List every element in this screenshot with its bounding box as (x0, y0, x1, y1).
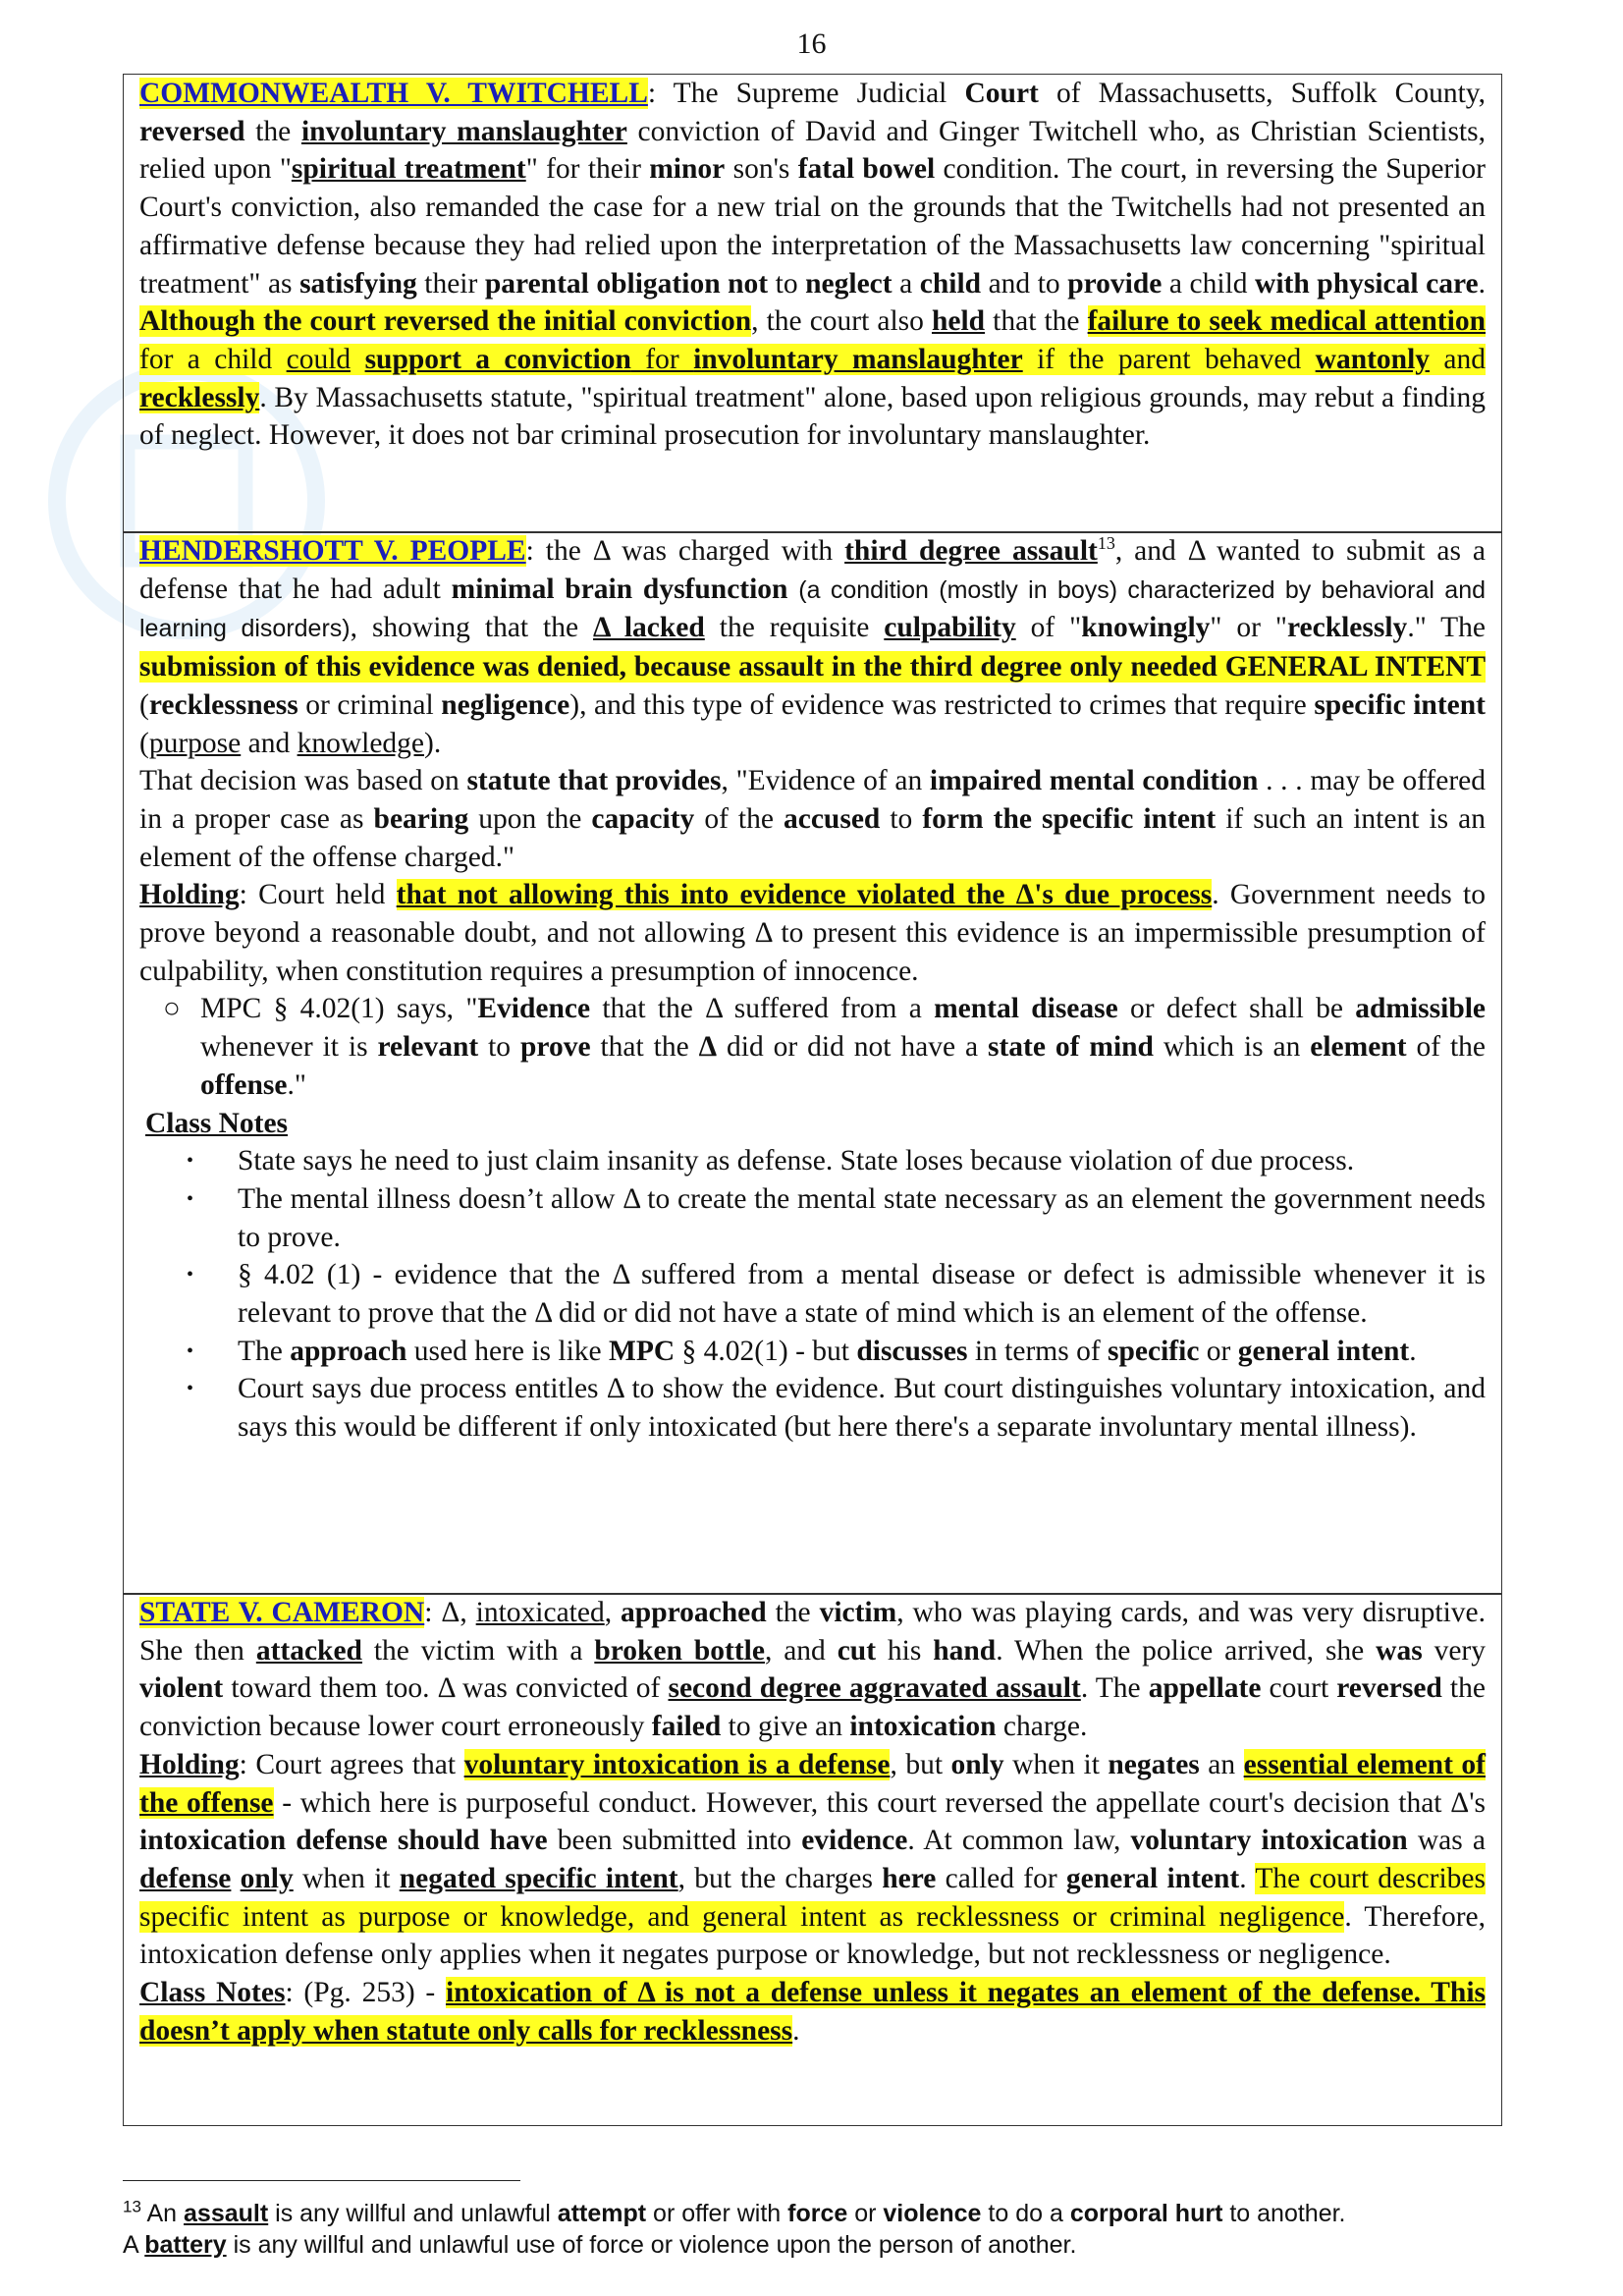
text: and to (981, 267, 1068, 300)
circle-bullet-icon: ○ (163, 993, 181, 1025)
list-item (187, 1370, 1486, 1446)
bullet-icon: • (187, 1339, 194, 1362)
text: if such an intent is an element of the offense charged." (139, 802, 1486, 873)
text: held (931, 305, 986, 338)
text: was a (1407, 1825, 1486, 1857)
text: called for (936, 1862, 1066, 1894)
text: battery (144, 2231, 227, 2259)
class-notes-list (139, 1142, 1486, 1447)
text: was (1376, 1634, 1423, 1667)
highlight: wantonly (1315, 343, 1431, 375)
list-item (187, 1142, 1486, 1180)
class-notes-heading (139, 1105, 1486, 1143)
text: recklessness (148, 688, 298, 721)
text: : Court agrees that (239, 1748, 464, 1780)
text: to (478, 1031, 520, 1064)
highlight: and (1430, 343, 1487, 375)
text: his (876, 1634, 934, 1667)
highlight: voluntary intoxication is a defense (463, 1748, 891, 1780)
text: intoxicated (475, 1597, 605, 1628)
page-number: 16 (796, 27, 827, 60)
text: the (766, 1597, 820, 1628)
text: appellate (1148, 1672, 1262, 1705)
bullet-icon: • (187, 1187, 194, 1210)
text: intoxication (849, 1711, 997, 1743)
text: attempt (557, 2200, 647, 2227)
text: Evidence (477, 993, 591, 1025)
footnote-line (123, 2229, 1517, 2261)
text: , (604, 1597, 622, 1628)
text: fatal bowel (797, 153, 936, 186)
text: general intent (1065, 1862, 1240, 1894)
text: culpability (884, 612, 1016, 644)
text: . (1409, 1335, 1417, 1367)
text: child (919, 267, 982, 300)
text: here (882, 1862, 937, 1894)
text: minimal brain dysfunction (451, 573, 788, 605)
text: used here is like (406, 1335, 609, 1367)
text: A (123, 2231, 145, 2259)
text: knowingly (1081, 612, 1211, 644)
highlight: Although the court reversed the initial conviction (139, 305, 752, 338)
text: or (847, 2200, 884, 2227)
text: an (1199, 1748, 1244, 1780)
text: general intent (1237, 1335, 1410, 1367)
text: attacked (255, 1634, 362, 1667)
text: failed (651, 1711, 722, 1743)
text: minor (649, 153, 726, 186)
text: That decision was based on (139, 765, 467, 797)
case-caption: STATE V. CAMERON (139, 1597, 425, 1628)
text: discusses (856, 1335, 968, 1367)
text: defense (139, 1862, 232, 1894)
holding-paragraph (139, 1746, 1486, 1974)
case-caption: COMMONWEALTH V. TWITCHELL (139, 78, 648, 109)
text: : Court held (239, 879, 397, 911)
text: recklessly (1286, 612, 1408, 644)
text: involuntary manslaughter (300, 115, 627, 147)
text: the (244, 115, 301, 147)
text: force (787, 2200, 848, 2227)
text: that the (985, 305, 1088, 338)
text: Δ (698, 1031, 718, 1064)
text: whenever it is (200, 1031, 378, 1064)
list-item (187, 1333, 1486, 1371)
text: " or " (1210, 612, 1287, 644)
text: offense (200, 1068, 288, 1101)
text: The mental illness doesn’t allow Δ to create the mental state necessary as an element the government needs to prove. (238, 1182, 1486, 1253)
text: spiritual treatment (291, 153, 526, 186)
text: , and (764, 1634, 838, 1667)
list-item (187, 1180, 1486, 1256)
highlight: essential element of the offense (139, 1748, 1486, 1819)
text: to another. (1222, 2200, 1346, 2227)
highlight (351, 344, 364, 375)
text: and (241, 727, 298, 759)
text: Court (964, 78, 1039, 109)
text: corporal hurt (1069, 2200, 1223, 2227)
text: The (238, 1335, 291, 1367)
text: " for their (525, 153, 650, 186)
text: . (1239, 1862, 1256, 1894)
text: , the court also (751, 305, 932, 338)
highlight: support a conviction (364, 343, 631, 375)
text: negated specific intent (399, 1862, 678, 1894)
text: which is an (1153, 1031, 1311, 1064)
text: that the Δ suffered from a (590, 993, 935, 1025)
text: , "Evidence of an (721, 765, 930, 797)
text: form the specific intent (922, 802, 1217, 835)
text: second degree aggravated assault (668, 1672, 1081, 1705)
text: . The (1080, 1672, 1149, 1705)
case-caption: HENDERSHOTT V. PEOPLE (139, 535, 526, 567)
text: . By Massachusetts statute, "spiritual treatment" alone, based upon religious grounds, may rebut a finding of neglect. However, it does not bar criminal prosecution for involuntary manslaughter. (139, 381, 1486, 452)
text: ( (139, 727, 149, 759)
text: the conviction because lower court erroneously (139, 1672, 1486, 1743)
text: a child (1162, 267, 1256, 300)
case-block-twitchell (123, 74, 1502, 533)
text: Court says due process entitles Δ to show the evidence. But court distinguishes voluntary intoxication, and says this would be different if only intoxicated (but here there's a separate involuntary mental illness). (238, 1373, 1486, 1444)
footnote-ref[interactable]: 13 (1097, 533, 1115, 554)
text: : The Supreme Judicial (647, 78, 965, 109)
text: . . . may be offered in a proper case as (139, 765, 1486, 835)
text: approached (621, 1597, 767, 1628)
text: ). (424, 727, 442, 759)
highlight: The court describes specific intent as purpose or knowledge, and general intent as recklessness or criminal negligence (139, 1862, 1487, 1933)
text: condition. The court, in reversing the Superior Court's conviction, also remanded the case for a new trial on the grounds that the Twitchells had not presented an affirmative defense because they had relied upon the interpretation of the Massachusetts law concerning "spiritual treatment" as (139, 153, 1487, 300)
text: admissible (1355, 993, 1487, 1025)
text: upon the (468, 802, 592, 835)
text: relevant (377, 1031, 479, 1064)
holding-paragraph (139, 876, 1486, 990)
case-block-hendershott (123, 531, 1502, 1595)
highlight: submission of this evidence was denied, because assault in the third degree only needed GENERAL INTENT (139, 651, 1486, 683)
text: of " (1015, 612, 1082, 644)
text: State says he need to just claim insanity as defense. State loses because violation of due process. (238, 1145, 1355, 1177)
text: , who was playing cards, and was very disruptive. She then (139, 1597, 1487, 1667)
text: of Massachusetts, Suffolk County, (1038, 78, 1486, 109)
list-item (187, 1256, 1486, 1332)
case-paragraph (139, 762, 1486, 876)
footnote (123, 2198, 1517, 2261)
text: third degree assault (844, 535, 1098, 567)
text: approach (290, 1335, 407, 1367)
highlight: for (630, 343, 694, 375)
text: ( (139, 688, 149, 721)
bullet-icon: • (187, 1264, 194, 1286)
text: conviction of David and Ginger Twitchell who, as Christian Scientists, relied upon " (139, 115, 1486, 186)
text: negligence (441, 688, 570, 721)
text: § 4.02(1) - but (675, 1335, 857, 1367)
text: . Government needs to prove beyond a reasonable doubt, and not allowing Δ to present this evidence is an impermissible presumption of culpability, when constitution requires a presumption of innocence. (139, 879, 1486, 987)
highlight: recklessly (139, 381, 260, 413)
text: specific intent (1314, 688, 1486, 721)
text: ." The (1407, 612, 1487, 644)
text: son's (725, 153, 798, 186)
text: the victim with a (361, 1634, 595, 1667)
class-notes-paragraph (139, 1974, 1486, 2050)
text: court (1261, 1672, 1337, 1705)
text: reversed (1336, 1672, 1442, 1705)
text: did or did not have a (717, 1031, 988, 1064)
text (787, 574, 798, 605)
text: (a condition (mostly in boys) characterized by behavioral and learning disorders) (139, 575, 1487, 643)
text: is any willful and unlawful (268, 2200, 558, 2227)
highlight: could (286, 343, 352, 375)
text: or (1199, 1335, 1238, 1367)
text: evidence (801, 1825, 908, 1857)
bullet-icon: • (187, 1378, 194, 1400)
highlight: failure to seek medical attention (1087, 305, 1486, 338)
text: negates (1108, 1748, 1200, 1780)
text: to give an (721, 1711, 850, 1743)
text: broken bottle (594, 1634, 765, 1667)
text: provide (1067, 267, 1163, 300)
text: only (950, 1748, 1004, 1780)
text: An (146, 2200, 185, 2227)
footnote-divider (123, 2180, 520, 2181)
text: Δ lacked (593, 612, 705, 644)
text: cut (837, 1634, 877, 1667)
text: mental disease (934, 993, 1118, 1025)
bullet-icon: • (187, 1150, 194, 1173)
text: parental obligation not (484, 267, 769, 300)
text: been submitted into (547, 1825, 802, 1857)
text: ), and this type of evidence was restricted to crimes that require (569, 688, 1315, 721)
text: the requisite (704, 612, 885, 644)
text: prove (519, 1031, 591, 1064)
text: , and Δ wanted to submit as a defense that he had adult (139, 535, 1486, 605)
text: , but (890, 1748, 951, 1780)
text: their (416, 267, 485, 300)
text: impaired mental condition (929, 765, 1259, 797)
text: very (1422, 1634, 1487, 1667)
text: neglect (805, 267, 893, 300)
text: ." (287, 1068, 306, 1101)
text: : the Δ was charged with (525, 535, 845, 567)
text: toward them too. Δ was convicted of (223, 1672, 669, 1705)
text: or defect shall be (1117, 993, 1356, 1025)
text: capacity (591, 802, 695, 835)
notes-label: Class Notes (145, 1107, 289, 1139)
text: accused (784, 802, 881, 835)
case-paragraph (139, 75, 1486, 455)
text: only (240, 1862, 294, 1894)
footnote-number: 13 (123, 2197, 141, 2216)
text: MPC (609, 1335, 676, 1367)
text: with physical care (1255, 267, 1479, 300)
text: charge. (996, 1711, 1088, 1743)
text: element (1310, 1031, 1407, 1064)
text: reversed (139, 115, 245, 147)
text: § 4.02 (1) - evidence that the Δ suffered from a mental disease or defect is admissible whenever it is relevant to prove that the Δ did or did not have a state of mind which is an element of the offense. (238, 1259, 1486, 1330)
text: violent (139, 1672, 224, 1705)
highlight: for a child (139, 343, 287, 375)
text: when it (293, 1862, 400, 1894)
text: that the (590, 1031, 699, 1064)
text: in terms of (967, 1335, 1109, 1367)
text: , but the charges (677, 1862, 883, 1894)
text: of the (1406, 1031, 1486, 1064)
holding-label: Holding (139, 879, 240, 911)
text: . Therefore, intoxication defense only applies when it negates purpose or knowledge, but not recklessness or negligence. (139, 1900, 1486, 1971)
notes-label: Class Notes (139, 1977, 286, 2009)
text: MPC § 4.02(1) says, " (200, 993, 478, 1025)
highlight: intoxication of Δ is not a defense unless it negates an element of the defense. This doesn’t apply when statute only calls for recklessness (139, 1977, 1487, 2047)
text: of the (694, 802, 784, 835)
text: when it (1003, 1748, 1109, 1780)
text: : Δ, (424, 1597, 476, 1628)
case-paragraph (139, 532, 1486, 762)
text: . When the police arrived, she (996, 1634, 1377, 1667)
text: bearing (373, 802, 469, 835)
text: . (792, 2014, 800, 2047)
text: victim (819, 1597, 897, 1628)
case-block-cameron (123, 1593, 1502, 2126)
text: voluntary intoxication (1130, 1825, 1408, 1857)
text: or criminal (298, 688, 442, 721)
text: violence (883, 2200, 982, 2227)
highlight: involuntary manslaughter (693, 343, 1023, 375)
mpc-item (139, 990, 1486, 1104)
footnote-line (123, 2198, 1517, 2229)
highlight: if the parent behaved (1022, 343, 1316, 375)
text: or offer with (646, 2200, 788, 2227)
case-paragraph (139, 1594, 1486, 1746)
text (231, 1863, 240, 1894)
text: a (892, 267, 920, 300)
text: satisfying (299, 267, 417, 300)
text: to do a (981, 2200, 1070, 2227)
text: is any willful and unlawful use of force or violence upon the person of another. (226, 2231, 1077, 2259)
text: intoxication defense should have (139, 1825, 548, 1857)
text: assault (184, 2200, 269, 2227)
highlight: that not allowing this into evidence violated the Δ's due process (396, 879, 1213, 911)
text: knowledge (297, 727, 425, 759)
text: statute that provides (466, 765, 722, 797)
text: to (880, 802, 923, 835)
text: . (1478, 267, 1486, 300)
text: purpose (148, 727, 242, 759)
text: : (Pg. 253) - (285, 1977, 447, 2009)
text: state of mind (987, 1031, 1154, 1064)
text: , showing that the (350, 612, 594, 644)
text: hand (933, 1634, 997, 1667)
text: specific (1108, 1335, 1200, 1367)
text: to (768, 267, 806, 300)
holding-label: Holding (139, 1748, 240, 1780)
text: - which here is purposeful conduct. However, this court reversed the appellate court's decision that Δ's (273, 1786, 1486, 1819)
text: . At common law, (907, 1825, 1131, 1857)
